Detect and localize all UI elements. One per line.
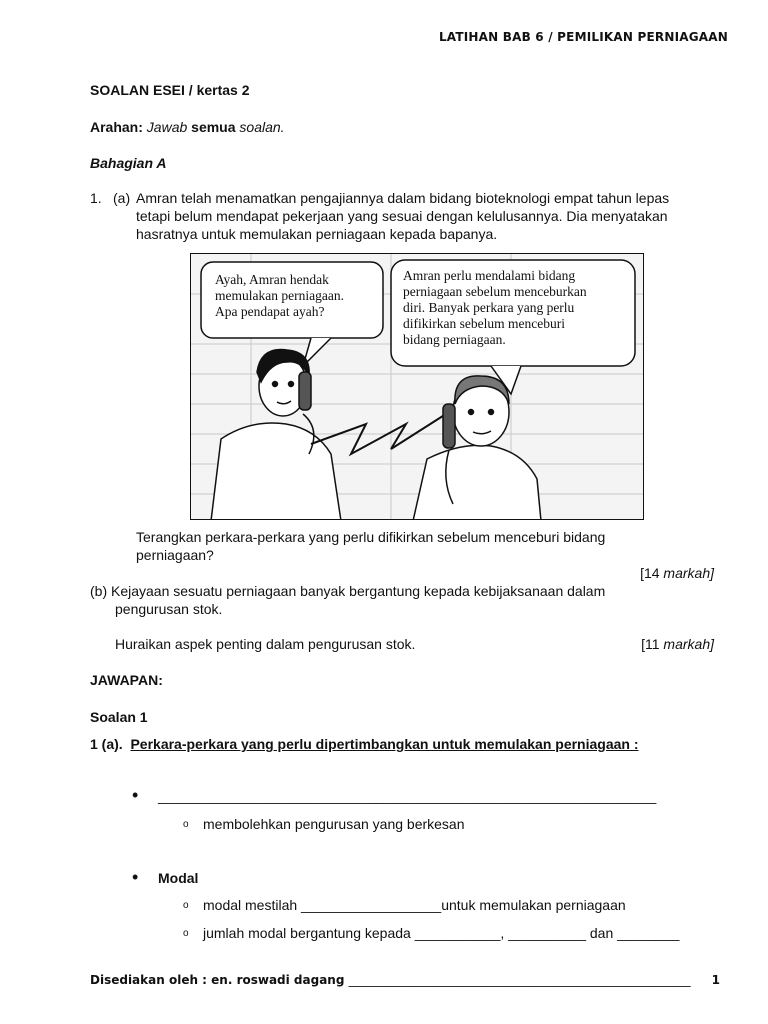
task-line1: Terangkan perkara-perkara yang perlu difikirkan sebelum menceburi bidang — [136, 529, 606, 545]
task-line2: perniagaan? — [136, 547, 214, 563]
answer-point-title: Modal — [158, 870, 199, 886]
footer — [90, 973, 691, 987]
father-bubble-line: Amran perlu mendalami bidang — [403, 268, 576, 283]
son-bubble-line: Apa pendapat ayah? — [215, 304, 325, 319]
instruction-label: Arahan: — [90, 119, 143, 135]
answer-sub-point: membolehkan pengurusan yang berkesan — [203, 816, 465, 832]
father-bubble-text — [403, 268, 587, 348]
instruction-word-soalan: soalan. — [239, 119, 285, 135]
marks-11 — [641, 635, 714, 653]
cartoon-illustration — [190, 253, 644, 520]
question-text-line2: tetapi belum mendapat pekerjaan yang sesuai dengan kelulusannya. Dia menyatakan — [136, 208, 668, 224]
marks-word: markah] — [663, 565, 714, 581]
question-text-line3: hasratnya untuk memulakan perniagaan kepada bapanya. — [136, 226, 498, 242]
answer-sub-point: modal mestilah __________________untuk memulakan perniagaan — [203, 897, 626, 913]
answer-title: JAWAPAN: — [90, 672, 163, 688]
father-bubble-line: perniagaan sebelum menceburkan — [403, 284, 587, 299]
question-b-line2: pengurusan stok. — [115, 601, 223, 617]
answer-question-label: Soalan 1 — [90, 709, 148, 725]
son-bubble-line: Ayah, Amran hendak — [215, 272, 329, 287]
circle-bullet-icon: o — [183, 928, 189, 939]
marks-number: [11 — [641, 636, 660, 652]
question-b-task: Huraikan aspek penting dalam pengurusan stok. — [115, 636, 416, 652]
answer-sub-number: 1 (a). — [90, 736, 123, 752]
instruction-word-semua: semua — [191, 119, 236, 135]
answer-sub-point: jumlah modal bergantung kepada ___________, __________ dan ________ — [203, 925, 680, 941]
page-number: 1 — [711, 973, 720, 987]
page-header: LATIHAN BAB 6 / PEMILIKAN PERNIAGAAN — [438, 30, 728, 44]
father-figure — [413, 376, 541, 520]
marks-word: markah] — [663, 636, 714, 652]
question-number: 1. — [90, 190, 102, 206]
part-title: Bahagian A — [90, 155, 167, 171]
son-bubble-text — [215, 272, 344, 320]
question-text-line1: Amran telah menamatkan pengajiannya dalam bidang bioteknologi empat tahun lepas — [136, 190, 670, 206]
marks-number: [14 — [640, 565, 660, 581]
question-b-line1: (b) Kejayaan sesuatu perniagaan banyak bergantung kepada kebijaksanaan dalam — [90, 583, 606, 599]
father-bubble-line: bidang perniagaan. — [403, 332, 506, 347]
footer-line: _________________________________________________________ — [348, 973, 691, 987]
question-part-label: (a) — [113, 190, 131, 206]
father-bubble-line: diri. Banyak perkara yang perlu — [403, 300, 575, 315]
father-bubble-line: difikirkan sebelum menceburi — [403, 316, 565, 331]
son-figure — [211, 349, 341, 520]
answer-sub-title: Perkara-perkara yang perlu dipertimbangkan untuk memulakan perniagaan : — [130, 736, 639, 752]
circle-bullet-icon: o — [183, 819, 189, 830]
answer-subheading — [90, 735, 639, 753]
answer-blank-line: ________________________________________________________________ — [158, 788, 657, 804]
son-bubble-line: memulakan perniagaan. — [215, 288, 344, 303]
section-title: SOALAN ESEI / kertas 2 — [90, 82, 250, 98]
instruction-word-jawab: Jawab — [146, 119, 188, 135]
footer-author: Disediakan oleh : en. roswadi dagang — [90, 973, 345, 987]
instruction — [90, 118, 285, 136]
circle-bullet-icon: o — [183, 900, 189, 911]
bullet-icon: • — [132, 867, 139, 887]
marks-14 — [640, 564, 714, 582]
bullet-icon: • — [132, 785, 139, 805]
